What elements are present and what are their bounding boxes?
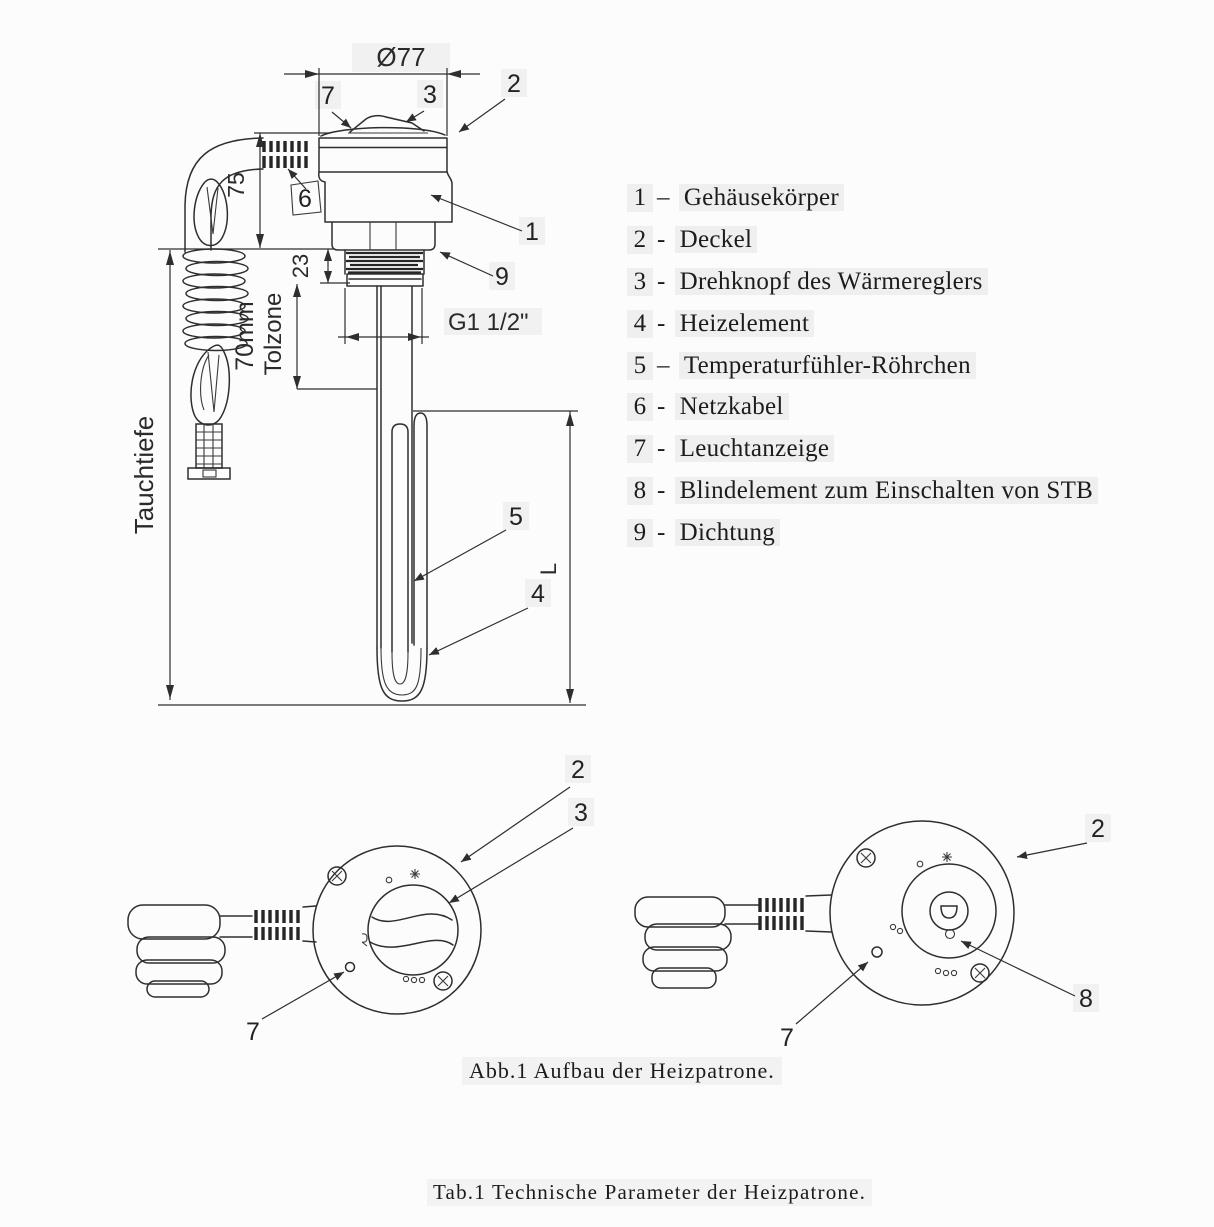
callout-6-main: 6 <box>298 185 312 213</box>
diameter-label: Ø77 <box>376 42 426 72</box>
hex-nut <box>332 222 435 250</box>
legend-label: Dichtung <box>675 519 780 546</box>
legend-label: Leuchtanzeige <box>675 435 835 462</box>
callout-7-left: 7 <box>246 1018 260 1046</box>
thermostat-knob <box>368 885 458 975</box>
legend-num: 4 <box>627 310 653 338</box>
tolzone-value-label: 70mm <box>231 301 259 371</box>
screw-left-bottom <box>434 972 452 990</box>
thread-section <box>345 250 424 274</box>
indicator-lamp-right <box>872 947 882 957</box>
immersion-depth-label: Tauchtiefe <box>129 415 159 535</box>
stb-pin <box>946 930 955 939</box>
dimension-immersion-depth <box>129 250 174 700</box>
legend-dash: – <box>657 184 670 211</box>
bottom-view-without-knob <box>635 814 1111 1052</box>
stb-blind-element <box>930 892 968 930</box>
plug-right-view <box>635 897 731 988</box>
knob-recess <box>902 864 996 958</box>
callout-9-main: 9 <box>495 263 509 291</box>
legend-num: 2 <box>627 226 653 254</box>
cover-face-left <box>313 846 481 1014</box>
callout-4-main: 4 <box>531 580 545 608</box>
thread-length-label: 23 <box>288 253 313 279</box>
legend-label: Heizelement <box>675 310 815 337</box>
legend-num: 6 <box>627 393 653 421</box>
callout-2-right: 2 <box>1091 815 1105 843</box>
plug-connector <box>188 424 230 479</box>
gland-neck-left <box>303 906 316 942</box>
knob-grip-profile <box>370 914 453 947</box>
legend <box>627 184 1098 561</box>
callout-1-main: 1 <box>525 218 539 246</box>
legend-num: 1 <box>627 184 653 212</box>
dimension-thread-size <box>338 288 542 344</box>
hex-nut-facets <box>370 222 396 250</box>
legend-label: Drehknopf des Wärmereglers <box>675 268 988 295</box>
callout-7-right: 7 <box>780 1024 794 1052</box>
cap-dome-profile <box>321 128 445 136</box>
gasket-flange <box>347 274 423 286</box>
table-caption: Tab.1 Technische Parameter der Heizpatrone. <box>427 1179 872 1206</box>
cover-band <box>319 138 447 172</box>
tolzone-word-label: Tolzone <box>260 292 287 376</box>
housing-body <box>319 172 452 222</box>
legend-item-3 <box>627 268 1098 310</box>
legend-label: Temperaturfühler-Röhrchen <box>679 352 976 379</box>
head-assembly <box>319 116 452 286</box>
gland-neck-right <box>806 895 831 932</box>
legend-item-5 <box>627 352 1098 394</box>
callout-2-main: 2 <box>507 70 521 98</box>
dimension-element-length <box>413 411 578 703</box>
legend-item-4 <box>627 310 1098 352</box>
screw-left-top <box>328 867 346 885</box>
gland-right-view <box>760 898 802 930</box>
cable-height-label: 75 <box>223 172 249 198</box>
legend-dash: - <box>657 477 666 505</box>
dimension-diameter <box>284 42 480 136</box>
thread-size-label: G1 1/2" <box>448 309 529 336</box>
legend-num: 3 <box>627 268 653 296</box>
callout-7-main: 7 <box>321 82 335 110</box>
stb-slot <box>941 906 957 918</box>
dial-marks-right <box>890 852 956 976</box>
heating-tube <box>377 286 427 701</box>
callout-3-left: 3 <box>574 799 588 827</box>
inner-tube <box>392 424 408 652</box>
main-callouts <box>288 69 551 655</box>
callout-3-main: 3 <box>423 81 437 109</box>
legend-dash: - <box>657 309 666 337</box>
legend-num: 9 <box>627 519 653 547</box>
legend-num: 8 <box>627 477 653 505</box>
cable-gland <box>264 141 306 168</box>
legend-label: Blindelement zum Einschalten von STB <box>675 477 1099 504</box>
legend-dash: - <box>657 393 666 421</box>
legend-num: 5 <box>627 352 653 380</box>
legend-item-1 <box>627 184 1098 226</box>
u-bend-inner <box>392 652 408 684</box>
callout-5-main: 5 <box>509 503 523 531</box>
legend-dash: - <box>657 435 666 463</box>
callout-2-left: 2 <box>571 756 585 784</box>
sensor-tube <box>377 286 412 648</box>
legend-dash: – <box>657 351 670 379</box>
legend-dash: - <box>657 267 666 295</box>
bottom-view-with-knob <box>128 755 594 1046</box>
plug-left-view <box>128 905 225 997</box>
legend-dash: - <box>657 225 666 253</box>
legend-num: 7 <box>627 435 653 463</box>
legend-label: Deckel <box>675 226 758 253</box>
gland-left-view <box>256 910 298 940</box>
side-view <box>129 42 586 705</box>
dimension-thread-length <box>288 249 350 283</box>
legend-item-9 <box>627 519 1098 561</box>
legend-dash: - <box>657 519 666 547</box>
legend-label: Gehäusekörper <box>679 184 844 211</box>
rear-leg <box>414 413 427 648</box>
legend-item-7 <box>627 435 1098 477</box>
cable-loop-lower-inner <box>201 352 219 412</box>
left-view-callouts <box>246 755 594 1046</box>
u-bend-mid <box>381 648 421 695</box>
legend-item-2 <box>627 226 1098 268</box>
figure-caption: Abb.1 Aufbau der Heizpatrone. <box>462 1057 782 1085</box>
screw-right-top <box>857 849 875 867</box>
legend-item-8 <box>627 477 1098 519</box>
screw-right-bottom <box>971 964 989 982</box>
cover-face-right <box>830 821 1014 1005</box>
indicator-lamp-left <box>346 963 355 972</box>
cable-left-view <box>220 916 252 937</box>
element-length-label: L <box>536 562 561 576</box>
cable-right-view <box>725 905 758 924</box>
dial-marks-left <box>362 869 425 983</box>
cable-loop-upper-inner <box>207 187 218 234</box>
cable-loop-lower <box>191 345 229 425</box>
legend-item-6 <box>627 393 1098 435</box>
callout-8-right: 8 <box>1079 985 1093 1013</box>
legend-label: Netzkabel <box>675 393 789 420</box>
